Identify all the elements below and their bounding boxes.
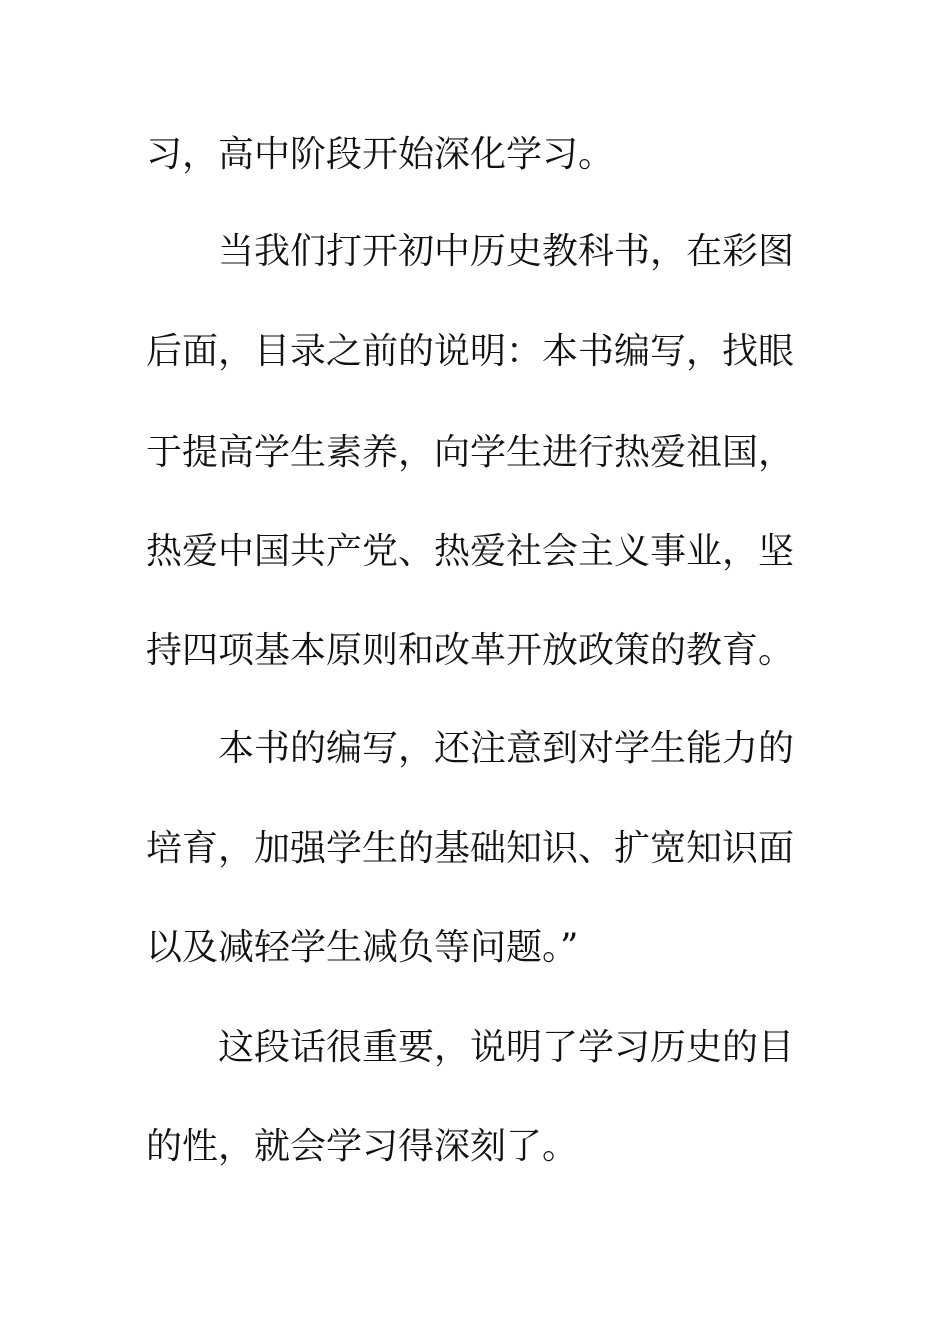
paragraph-line: 热爱中国共产党、热爱社会主义事业，坚 [146,531,795,572]
paragraph-line: 培育，加强学生的基础知识、扩宽知识面 [146,828,795,869]
paragraph-line: 当我们打开初中历史教科书，在彩图 [218,231,795,272]
paragraph-line: 的性，就会学习得深刻了。 [146,1126,579,1167]
paragraph-line: 习，高中阶段开始深化学习。 [146,134,615,175]
paragraph-line: 本书的编写，还注意到对学生能力的 [218,728,795,769]
paragraph-line: 以及减轻学生减负等问题。” [146,927,579,968]
paragraph-line: 于提高学生素养，向学生进行热爱祖国， [146,432,795,473]
paragraph-line: 后面，目录之前的说明：本书编写，找眼 [146,331,795,372]
paragraph-line: 持四项基本原则和改革开放政策的教育。 [146,630,795,671]
paragraph-line: 这段话很重要，说明了学习历史的目 [218,1027,795,1068]
